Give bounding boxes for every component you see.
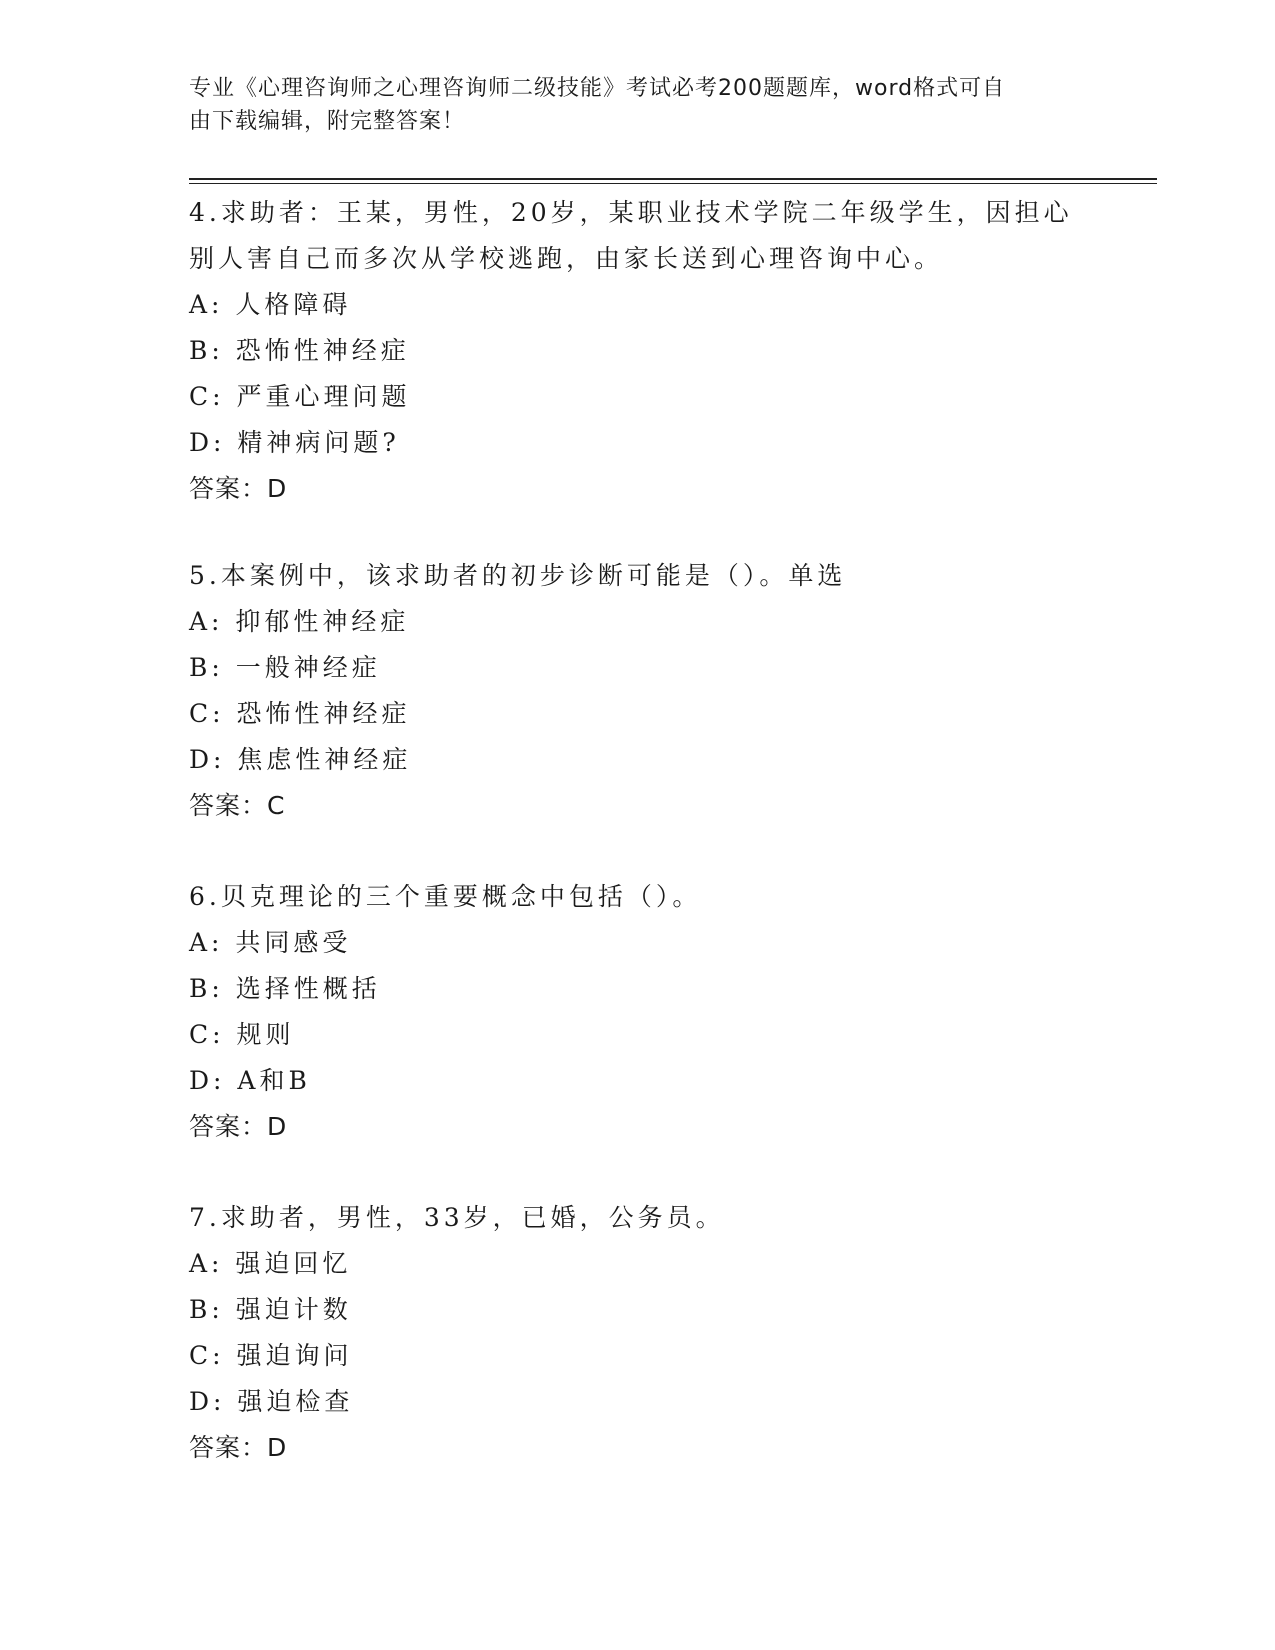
answer-line: 答案：D	[189, 1112, 288, 1141]
option-c: C: 严重心理问题	[189, 382, 411, 411]
option-a: A: 抑郁性神经症	[189, 607, 410, 636]
intro-line-1: 专业《心理咨询师之心理咨询师二级技能》考试必考200题题库，word格式可自	[189, 76, 1006, 101]
option-a: A: 共同感受	[189, 928, 352, 957]
question-stem-line: 别人害自己而多次从学校逃跑，由家长送到心理咨询中心。	[189, 244, 944, 273]
option-c: C: 强迫询问	[189, 1341, 353, 1370]
question-stem-line: 4.求助者：王某，男性，20岁，某职业技术学院二年级学生，因担心	[189, 198, 1073, 227]
question-stem-line: 6.贝克理论的三个重要概念中包括（）。	[189, 882, 702, 911]
option-b: B: 恐怖性神经症	[189, 336, 410, 365]
question-7	[189, 1195, 1089, 1471]
header-divider-thin	[189, 183, 1157, 184]
option-b: B: 选择性概括	[189, 974, 381, 1003]
answer-line: 答案：C	[189, 791, 286, 820]
question-5	[189, 553, 1089, 829]
option-d: D: A和B	[189, 1066, 311, 1095]
option-b: B: 一般神经症	[189, 653, 381, 682]
intro-line-2: 由下载编辑，附完整答案！	[189, 109, 466, 134]
answer-line: 答案：D	[189, 1433, 288, 1462]
option-d: D: 强迫检查	[189, 1387, 354, 1416]
option-a: A: 人格障碍	[189, 290, 352, 319]
option-d: D: 焦虑性神经症	[189, 745, 412, 774]
answer-line: 答案：D	[189, 474, 288, 503]
question-4	[189, 190, 1089, 512]
question-stem-line: 5.本案例中，该求助者的初步诊断可能是（）。单选	[189, 561, 847, 590]
question-6	[189, 874, 1089, 1150]
question-stem-line: 7.求助者，男性，33岁，已婚，公务员。	[189, 1203, 725, 1232]
option-c: C: 规则	[189, 1020, 295, 1049]
header-divider-thick	[189, 178, 1157, 180]
option-c: C: 恐怖性神经症	[189, 699, 411, 728]
document-intro	[189, 72, 1069, 138]
option-d: D: 精神病问题?	[189, 428, 400, 457]
option-a: A: 强迫回忆	[189, 1249, 352, 1278]
option-b: B: 强迫计数	[189, 1295, 352, 1324]
